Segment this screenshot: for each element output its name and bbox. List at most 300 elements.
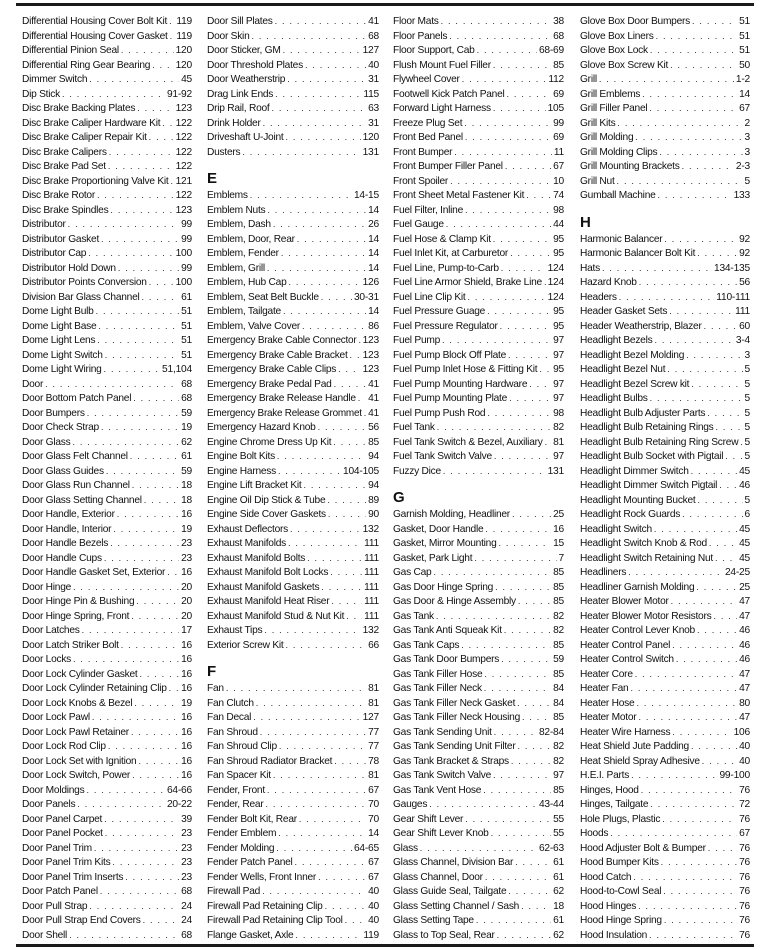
index-entry — [207, 290, 379, 305]
entry-page-number: 11 — [553, 146, 564, 158]
entry-name: Gear Shift Lever Knob — [393, 828, 489, 839]
entry-name: Disc Brake Rotor — [22, 190, 95, 201]
entry-name: Fuel Pump — [393, 335, 441, 346]
dot-leader — [318, 420, 366, 435]
entry-page-number: 51,104 — [162, 364, 192, 375]
entry-name: Door Glass — [22, 436, 71, 448]
entry-name: Emblem, Valve Cover — [207, 320, 301, 332]
entry-name: Gas Tank Filler Neck Housing — [393, 712, 520, 723]
index-entry — [580, 43, 750, 58]
index-entry — [22, 348, 192, 363]
index-entry — [580, 826, 750, 841]
entry-page-number: 40 — [368, 59, 379, 71]
entry-name: Emblem, Fender — [207, 248, 279, 259]
section-letter-heading: E — [207, 170, 218, 187]
entry-name: Harmonic Balancer Bolt Kit — [580, 248, 696, 259]
entry-page-number: 46 — [739, 654, 750, 665]
entry-page-number: 81 — [368, 697, 379, 709]
index-entry — [580, 72, 750, 87]
index-entry — [393, 14, 564, 29]
dot-leader — [338, 362, 360, 377]
dot-leader — [109, 145, 174, 160]
index-entry — [393, 551, 564, 566]
entry-name: Door Panel Pocket — [22, 828, 103, 839]
entry-name: Door Panel Trim — [22, 842, 92, 854]
index-entry — [393, 884, 564, 899]
index-entry — [580, 841, 750, 856]
entry-page-number: 84 — [553, 683, 564, 694]
entry-page-number: 68-69 — [538, 45, 564, 56]
dot-leader — [264, 623, 360, 638]
entry-name: Gas Tank Filler Neck — [393, 683, 482, 694]
index-entry — [207, 841, 379, 856]
index-entry — [22, 739, 192, 754]
entry-page-number: 76 — [739, 871, 750, 883]
index-entry — [393, 319, 564, 334]
entry-page-number: 45 — [739, 523, 750, 535]
entry-name: Headlight Rock Guards — [580, 509, 681, 520]
entry-name: Gas Tank — [393, 610, 434, 622]
entry-name: Fan Spacer Kit — [207, 770, 271, 781]
entry-name: Grill Molding — [580, 132, 634, 143]
entry-page-number: 131 — [547, 465, 564, 477]
index-entry — [580, 580, 750, 595]
entry-name: Disc Brake Pad Set — [22, 161, 106, 172]
dot-leader — [283, 304, 366, 319]
entry-page-number: 97 — [553, 378, 564, 390]
dot-leader — [73, 652, 179, 667]
entry-name: Door Handle, Interior — [22, 523, 112, 535]
index-entry — [22, 464, 192, 479]
dot-leader — [169, 14, 174, 29]
dot-leader — [450, 174, 551, 189]
entry-page-number: 14 — [368, 248, 379, 259]
entry-name: Emergency Brake Cable Clips — [207, 364, 337, 375]
entry-name: Gas Door Hinge Spring — [393, 581, 494, 593]
entry-name: Exhaust Tips — [207, 625, 263, 636]
entry-page-number: 67 — [739, 103, 750, 114]
index-entry — [207, 797, 379, 812]
entry-page-number: 115 — [363, 88, 379, 100]
dot-leader — [327, 493, 366, 508]
index-entry — [580, 913, 750, 928]
dot-leader — [713, 609, 737, 624]
dot-leader — [275, 87, 361, 102]
index-entry — [207, 768, 379, 783]
index-entry — [22, 928, 192, 943]
index-entry — [207, 855, 379, 870]
entry-name: Door Sticker, GM — [207, 45, 281, 56]
dot-leader — [508, 348, 551, 363]
entry-page-number: 56 — [739, 277, 750, 288]
entry-name: Dome Light Wiring — [22, 364, 102, 375]
dot-leader — [454, 145, 552, 160]
entry-page-number: 62 — [181, 436, 192, 448]
entry-name: Door Panel Carpet — [22, 813, 103, 825]
dot-leader — [656, 29, 737, 44]
entry-name: Gasket, Door Handle — [393, 523, 484, 535]
entry-name: Heater Control Switch — [580, 654, 674, 665]
entry-name: Emblem, Hub Cap — [207, 277, 287, 288]
index-entry — [207, 638, 379, 653]
index-entry — [22, 72, 192, 87]
index-entry — [22, 101, 192, 116]
entry-page-number: 77 — [368, 726, 379, 738]
entry-name: Door Latch Striker Bolt — [22, 639, 119, 651]
index-entry — [22, 507, 192, 522]
dot-leader — [476, 913, 551, 928]
entry-name: Hole Plugs, Plastic — [580, 813, 661, 825]
dot-leader — [602, 261, 712, 276]
index-entry — [393, 783, 564, 798]
index-entry — [393, 362, 564, 377]
entry-page-number: 16 — [181, 654, 192, 665]
index-entry — [22, 290, 192, 305]
section-spacer — [580, 203, 750, 210]
index-entry — [580, 594, 750, 609]
entry-name: Door Bottom Patch Panel — [22, 393, 132, 404]
bottom-rule — [16, 944, 754, 947]
entry-name: Glass Setting Channel / Sash — [393, 900, 520, 912]
entry-page-number: 26 — [368, 219, 379, 230]
entry-name: Door Lock Cylinder Gasket — [22, 668, 138, 680]
dot-leader — [436, 609, 551, 624]
entry-name: Door Skin — [207, 30, 250, 42]
dot-leader — [94, 841, 179, 856]
entry-name: Engine Oil Dip Stick & Tube — [207, 494, 326, 506]
index-entry — [207, 130, 379, 145]
entry-name: Hazard Knob — [580, 277, 637, 288]
dot-leader — [669, 304, 733, 319]
entry-page-number: 99 — [181, 219, 192, 230]
dot-leader — [692, 14, 737, 29]
index-entry — [207, 609, 379, 624]
dot-leader — [136, 594, 179, 609]
entry-name: Driveshaft U-Joint — [207, 132, 284, 143]
dot-leader — [117, 507, 179, 522]
entry-page-number: 39 — [181, 813, 192, 825]
index-entry — [207, 261, 379, 276]
dot-leader — [494, 725, 537, 740]
dot-leader — [97, 188, 174, 203]
index-entry — [393, 522, 564, 537]
dot-leader — [465, 812, 551, 827]
index-entry — [207, 348, 379, 363]
index-entry — [22, 855, 192, 870]
entry-name: Heater Control Lever Knob — [580, 625, 695, 636]
dot-leader — [508, 884, 551, 899]
index-entry — [393, 58, 564, 73]
index-entry — [207, 101, 379, 116]
entry-name: Fender, Front — [207, 784, 265, 796]
dot-leader — [493, 768, 551, 783]
index-entry — [207, 275, 379, 290]
index-entry — [207, 565, 379, 580]
index-entry — [207, 710, 379, 725]
entry-page-number: 50 — [739, 59, 750, 71]
entry-page-number: 121 — [175, 175, 192, 187]
dot-leader — [325, 899, 367, 914]
index-entry — [207, 29, 379, 44]
entry-name: Heater Fan — [580, 683, 629, 694]
dot-leader — [465, 203, 551, 218]
entry-name: Gasket, Park Light — [393, 552, 473, 564]
entry-name: Glass Guide Seal, Tailgate — [393, 886, 507, 897]
dot-leader — [242, 145, 360, 160]
dot-leader — [134, 696, 179, 711]
entry-page-number: 44 — [553, 219, 564, 230]
entry-page-number: 10 — [553, 175, 564, 187]
entry-page-number: 97 — [553, 349, 564, 361]
entry-page-number: 14 — [368, 306, 379, 317]
dot-leader — [462, 72, 547, 87]
index-entry — [22, 391, 192, 406]
index-entry — [22, 870, 192, 885]
dot-leader — [446, 217, 551, 232]
index-entry — [22, 130, 192, 145]
dot-leader — [87, 406, 179, 421]
dot-leader — [295, 855, 367, 870]
index-entry — [207, 246, 379, 261]
dot-leader — [167, 565, 179, 580]
index-entry — [207, 406, 379, 421]
index-entry — [207, 464, 379, 479]
entry-page-number: 127 — [362, 712, 379, 723]
dot-leader — [509, 391, 551, 406]
index-column-3 — [393, 14, 564, 942]
entry-name: Fuel Pump Push Rod — [393, 407, 486, 419]
entry-page-number: 99 — [181, 233, 192, 245]
entry-page-number: 85 — [553, 596, 564, 607]
entry-page-number: 133 — [733, 190, 750, 201]
dot-leader — [682, 159, 734, 174]
index-entry — [22, 435, 192, 450]
index-entry — [393, 725, 564, 740]
dot-leader — [642, 87, 737, 102]
entry-name: Dome Light Switch — [22, 349, 103, 361]
entry-name: Door Lock Pawl — [22, 712, 90, 723]
dot-leader — [132, 768, 179, 783]
entry-name: Door Glass Setting Channel — [22, 494, 142, 506]
dot-leader — [654, 333, 733, 348]
entry-page-number: 76 — [739, 813, 750, 825]
entry-name: Fuel Tank Switch & Bezel, Auxiliary — [393, 436, 543, 448]
entry-page-number: 15 — [553, 538, 564, 549]
entry-name: Exhaust Deflectors — [207, 523, 288, 535]
dot-leader — [112, 855, 179, 870]
index-entry — [393, 768, 564, 783]
dot-leader — [285, 638, 366, 653]
entry-name: Headliner Garnish Molding — [580, 581, 695, 593]
entry-page-number: 60 — [739, 320, 750, 332]
entry-name: Door Moldings — [22, 784, 85, 796]
entry-page-number: 5 — [744, 451, 750, 462]
index-entry — [22, 377, 192, 392]
entry-page-number: 24-25 — [724, 567, 750, 578]
index-entry — [580, 609, 750, 624]
index-entry — [393, 290, 564, 305]
entry-name: Grill Nut — [580, 175, 615, 187]
index-entry — [22, 681, 192, 696]
index-entry — [580, 768, 750, 783]
entry-name: Freeze Plug Set — [393, 117, 463, 129]
index-entry — [580, 275, 750, 290]
entry-page-number: 62 — [553, 929, 564, 941]
index-entry — [393, 464, 564, 479]
entry-page-number: 98 — [553, 204, 564, 216]
index-entry — [207, 551, 379, 566]
dot-leader — [649, 928, 737, 943]
index-entry — [393, 681, 564, 696]
entry-page-number: 5 — [744, 393, 750, 404]
entry-name: Headlight Dimmer Switch — [580, 465, 689, 477]
index-entry — [393, 507, 564, 522]
entry-page-number: 85 — [553, 59, 564, 71]
index-entry — [22, 87, 192, 102]
entry-name: Headlight Bezels — [580, 335, 653, 346]
entry-name: Emblem, Seat Belt Buckle — [207, 291, 319, 303]
entry-page-number: 81 — [553, 436, 564, 448]
entry-page-number: 85 — [553, 668, 564, 680]
index-entry — [580, 362, 750, 377]
index-entry — [22, 261, 192, 276]
dot-leader — [716, 420, 743, 435]
index-entry — [393, 449, 564, 464]
entry-name: Gas Tank Vent Hose — [393, 784, 482, 796]
entry-page-number: 131 — [362, 146, 379, 158]
index-entry — [207, 188, 379, 203]
entry-page-number: 68 — [181, 886, 192, 897]
index-entry — [580, 623, 750, 638]
dot-leader — [484, 681, 551, 696]
dot-leader — [491, 826, 552, 841]
dot-leader — [610, 826, 737, 841]
dot-leader — [635, 130, 742, 145]
dot-leader — [504, 623, 551, 638]
index-entry — [580, 377, 750, 392]
entry-page-number: 124 — [547, 291, 564, 303]
dot-leader — [628, 565, 723, 580]
dot-leader — [477, 43, 537, 58]
entry-page-number: 85 — [553, 784, 564, 796]
index-entry — [580, 304, 750, 319]
index-entry — [580, 261, 750, 276]
index-entry — [393, 87, 564, 102]
entry-name: Heater Blower Motor — [580, 596, 669, 607]
entry-name: Gas Tank Sending Unit Filter — [393, 741, 516, 752]
dot-leader — [686, 348, 742, 363]
index-entry — [580, 797, 750, 812]
dot-leader — [89, 72, 179, 87]
dot-leader — [638, 710, 737, 725]
entry-page-number: 51 — [739, 30, 750, 42]
dot-leader — [672, 725, 731, 740]
dot-leader — [110, 203, 173, 218]
entry-page-number: 111 — [364, 538, 379, 549]
index-entry — [580, 116, 750, 131]
index-entry — [207, 304, 379, 319]
entry-name: Front Sheet Metal Fastener Kit — [393, 190, 525, 201]
dot-leader — [92, 710, 179, 725]
entry-page-number: 85 — [553, 581, 564, 593]
dot-leader — [330, 565, 362, 580]
dot-leader — [132, 478, 179, 493]
entry-page-number: 16 — [181, 639, 192, 651]
entry-page-number: 40 — [739, 755, 750, 767]
dot-leader — [260, 725, 366, 740]
dot-leader — [265, 797, 366, 812]
entry-name: Exhaust Manifold Gaskets — [207, 581, 320, 593]
entry-page-number: 61 — [553, 857, 564, 868]
entry-page-number: 97 — [553, 393, 564, 404]
index-entry — [22, 725, 192, 740]
entry-page-number: 85 — [553, 639, 564, 651]
entry-name: Heater Hose — [580, 697, 635, 709]
entry-name: Hats — [580, 262, 600, 274]
dot-leader — [121, 638, 179, 653]
entry-name: Door Shell — [22, 929, 68, 941]
entry-page-number: 23 — [181, 842, 192, 854]
entry-name: Fuel Inlet Kit, at Carburetor — [393, 248, 509, 259]
entry-page-number: 14-15 — [353, 190, 379, 201]
dot-leader — [517, 739, 551, 754]
entry-name: Glass — [393, 842, 418, 854]
entry-name: Door Lock Rod Clip — [22, 741, 106, 752]
dot-leader — [518, 594, 551, 609]
top-rule — [16, 3, 754, 6]
dot-leader — [276, 841, 352, 856]
entry-page-number: 16 — [181, 741, 192, 752]
entry-name: Gas Tank Caps — [393, 639, 460, 651]
index-entry — [207, 594, 379, 609]
dot-leader — [334, 377, 367, 392]
entry-name: Drip Rail, Roof — [207, 103, 270, 114]
entry-page-number: 47 — [739, 610, 750, 622]
entry-page-number: 74 — [553, 190, 564, 201]
dot-leader — [89, 899, 179, 914]
entry-name: Headlight Switch — [580, 523, 652, 535]
entry-name: Headlight Bulb Socket with Pigtail — [580, 451, 724, 462]
dot-leader — [104, 551, 179, 566]
index-entry — [207, 928, 379, 943]
index-entry — [22, 493, 192, 508]
entry-name: Grill Filler Panel — [580, 103, 648, 114]
index-entry — [207, 203, 379, 218]
entry-page-number: 62-63 — [538, 842, 564, 854]
entry-page-number: 41 — [368, 407, 379, 419]
index-entry — [580, 159, 750, 174]
index-entry — [580, 188, 750, 203]
index-entry — [580, 87, 750, 102]
entry-page-number: 112 — [548, 74, 564, 85]
entry-name: Gas Tank Door Bumpers — [393, 654, 500, 665]
entry-page-number: 3-4 — [735, 335, 750, 346]
entry-page-number: 94 — [368, 451, 379, 462]
entry-page-number: 14 — [368, 233, 379, 245]
dot-leader — [251, 29, 366, 44]
index-entry — [580, 391, 750, 406]
entry-name: Disc Brake Backing Plates — [22, 103, 136, 114]
index-entry — [580, 319, 750, 334]
entry-page-number: 20 — [181, 596, 192, 607]
dot-leader — [443, 464, 546, 479]
index-entry — [22, 58, 192, 73]
entry-name: Dome Light Lens — [22, 335, 96, 346]
entry-name: Headlight Bezel Molding — [580, 349, 685, 361]
entry-page-number: 119 — [363, 929, 379, 941]
entry-name: Division Bar Glass Channel — [22, 291, 140, 303]
entry-page-number: 55 — [553, 828, 564, 839]
